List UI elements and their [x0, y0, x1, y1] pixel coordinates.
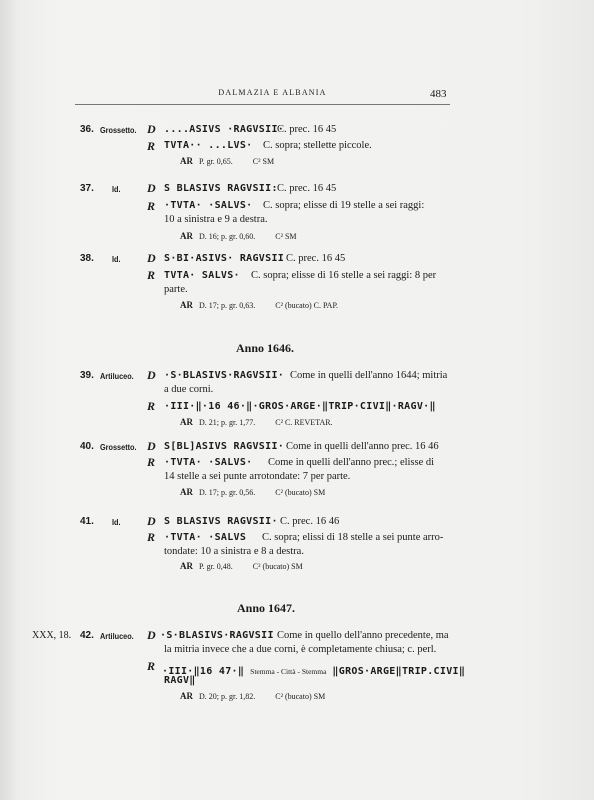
obverse-label: D [147, 628, 156, 642]
reverse-legend: ·TVTA· ·SALVS· [164, 200, 253, 211]
weight-diameter: P. gr. 0,65. [199, 157, 233, 166]
entry-denomination: Artiluceo. [100, 631, 134, 641]
reverse-legend: ·III·‖16 47·‖ [162, 666, 245, 677]
entry-denomination: Grossetto. [100, 442, 137, 452]
reverse-legend: ·TVTA· ·SALVS· [164, 457, 253, 468]
reverse-label: R [147, 399, 156, 413]
conservation-grade: C² SM [275, 232, 297, 241]
specimen-info [180, 691, 325, 701]
metal-symbol: AR [180, 300, 193, 310]
conservation-grade: C² SM [252, 157, 275, 166]
reverse-legend: TVTA·· ...LVS· [164, 140, 253, 151]
metal-symbol: AR [180, 156, 193, 166]
reverse-legend-continued: ‖GROS·ARGE‖TRIP.CIVI‖ [332, 666, 466, 677]
weight-diameter: D. 16; p. gr. 0,60. [199, 232, 256, 241]
entry-number: 40. [80, 441, 94, 452]
obverse-description: C. prec. 16 45 [277, 183, 337, 194]
entry-denomination: Artiluceo. [100, 371, 134, 381]
reverse-description-continued: 14 stelle a sei punte arrotondate: 7 per parte. [164, 471, 351, 482]
reverse-label: R [147, 455, 156, 469]
metal-symbol: AR [180, 487, 193, 497]
reverse-description-continued: parte. [164, 284, 188, 295]
page-number: 483 [430, 88, 447, 100]
header-divider [75, 104, 450, 105]
reverse-description-continued: 10 a sinistra e 9 a destra. [164, 214, 268, 225]
reverse-description: C. sopra; elissi di 18 stelle a sei punte arro- [262, 532, 444, 543]
metal-symbol: AR [180, 691, 193, 701]
reverse-label: R [147, 199, 156, 213]
reverse-legend: TVTA· SALVS· [164, 270, 240, 281]
obverse-description: Come in quello dell'anno precedente, ma [277, 630, 449, 641]
obverse-legend: S·BI·ASIVS· RAGVSII [164, 253, 285, 264]
conservation-grade: C² (bucato) SM [252, 562, 303, 571]
reverse-legend-end: RAGV‖ [164, 675, 196, 686]
reverse-description: Come in quelli dell'anno prec.; elisse di [268, 457, 435, 468]
obverse-description: C. prec. 16 45 [277, 124, 337, 135]
obverse-description: C. prec. 16 46 [280, 516, 340, 527]
obverse-description-continued: a due corni. [164, 384, 214, 395]
entry-number: 41. [80, 516, 94, 527]
obverse-description-continued: la mitria invece che a due corni, è completamente chiusa; c. perl. [164, 644, 437, 655]
obverse-description: C. prec. 16 45 [286, 253, 346, 264]
obverse-legend: S BLASIVS RAGVSII: [164, 183, 278, 194]
obverse-label: D [147, 368, 156, 382]
obverse-label: D [147, 439, 156, 453]
obverse-legend: ·S·BLASIVS·RAGVSII· [164, 370, 285, 381]
conservation-grade: C² C. REVETAR. [275, 418, 333, 427]
weight-diameter: P. gr. 0,48. [199, 562, 233, 571]
entry-denomination: Id. [112, 254, 121, 264]
specimen-info [180, 231, 297, 241]
entry-number: 42. [80, 630, 94, 641]
specimen-info [180, 561, 303, 571]
entry-denomination: Grossetto. [100, 125, 137, 135]
obverse-label: D [147, 181, 156, 195]
plate-reference: XXX, 18. [32, 630, 72, 641]
conservation-grade: C² (bucato) SM [275, 488, 326, 497]
year-heading: Anno 1647. [237, 601, 296, 615]
year-heading: Anno 1646. [236, 341, 295, 355]
obverse-label: D [147, 251, 156, 265]
reverse-label: R [147, 139, 156, 153]
reverse-description: C. sopra; elisse di 16 stelle a sei raggi: 8 per [251, 270, 437, 281]
reverse-legend: ·TVTA· ·SALVS [164, 532, 247, 543]
weight-diameter: D. 21; p. gr. 1,77. [199, 418, 256, 427]
entry-denomination: Id. [112, 184, 121, 194]
conservation-grade: C² (bucato) C. PAP. [275, 301, 339, 310]
metal-symbol: AR [180, 417, 193, 427]
reverse-description: C. sopra; elisse di 19 stelle a sei raggi: [263, 200, 425, 211]
reverse-label: R [147, 268, 156, 282]
reverse-legend-line [162, 661, 465, 679]
entry-number: 36. [80, 124, 94, 135]
conservation-grade: C² (bucato) SM [275, 692, 326, 701]
weight-diameter: D. 17; p. gr. 0,56. [199, 488, 256, 497]
obverse-legend: S[BL]ASIVS RAGVSII· [164, 441, 285, 452]
reverse-description-continued: tondate: 10 a sinistra e 8 a destra. [164, 546, 304, 557]
obverse-legend: ·S·BLASIVS·RAGVSII [160, 630, 274, 641]
obverse-label: D [147, 514, 156, 528]
entry-number: 39. [80, 370, 94, 381]
obverse-label: D [147, 122, 156, 136]
obverse-description: Come in quelli dell'anno 1644; mitria [290, 370, 448, 381]
specimen-info [180, 487, 325, 497]
obverse-legend: ....ASIVS ·RAGVSII· [164, 124, 285, 135]
reverse-legend: ·III·‖·16 46·‖·GROS·ARGE·‖TRIP·CIVI‖·RAGV·‖ [164, 401, 436, 412]
specimen-info [180, 300, 338, 310]
specimen-info [180, 156, 274, 166]
metal-symbol: AR [180, 561, 193, 571]
running-header-title: DALMAZIA E ALBANIA [218, 88, 327, 97]
reverse-inline-note: Stemma - Città - Stemma [250, 667, 327, 676]
reverse-label: R [147, 530, 156, 544]
weight-diameter: D. 17; p. gr. 0,63. [199, 301, 256, 310]
obverse-legend: S BLASIVS RAGVSII· [164, 516, 278, 527]
reverse-label: R [147, 659, 156, 673]
reverse-description: C. sopra; stellette piccole. [263, 140, 372, 151]
entry-denomination: Id. [112, 517, 121, 527]
weight-diameter: D. 20; p. gr. 1,82. [199, 692, 256, 701]
entry-number: 37. [80, 183, 94, 194]
entry-number: 38. [80, 253, 94, 264]
metal-symbol: AR [180, 231, 193, 241]
obverse-description: Come in quelli dell'anno prec. 16 46 [286, 441, 439, 452]
specimen-info [180, 417, 333, 427]
